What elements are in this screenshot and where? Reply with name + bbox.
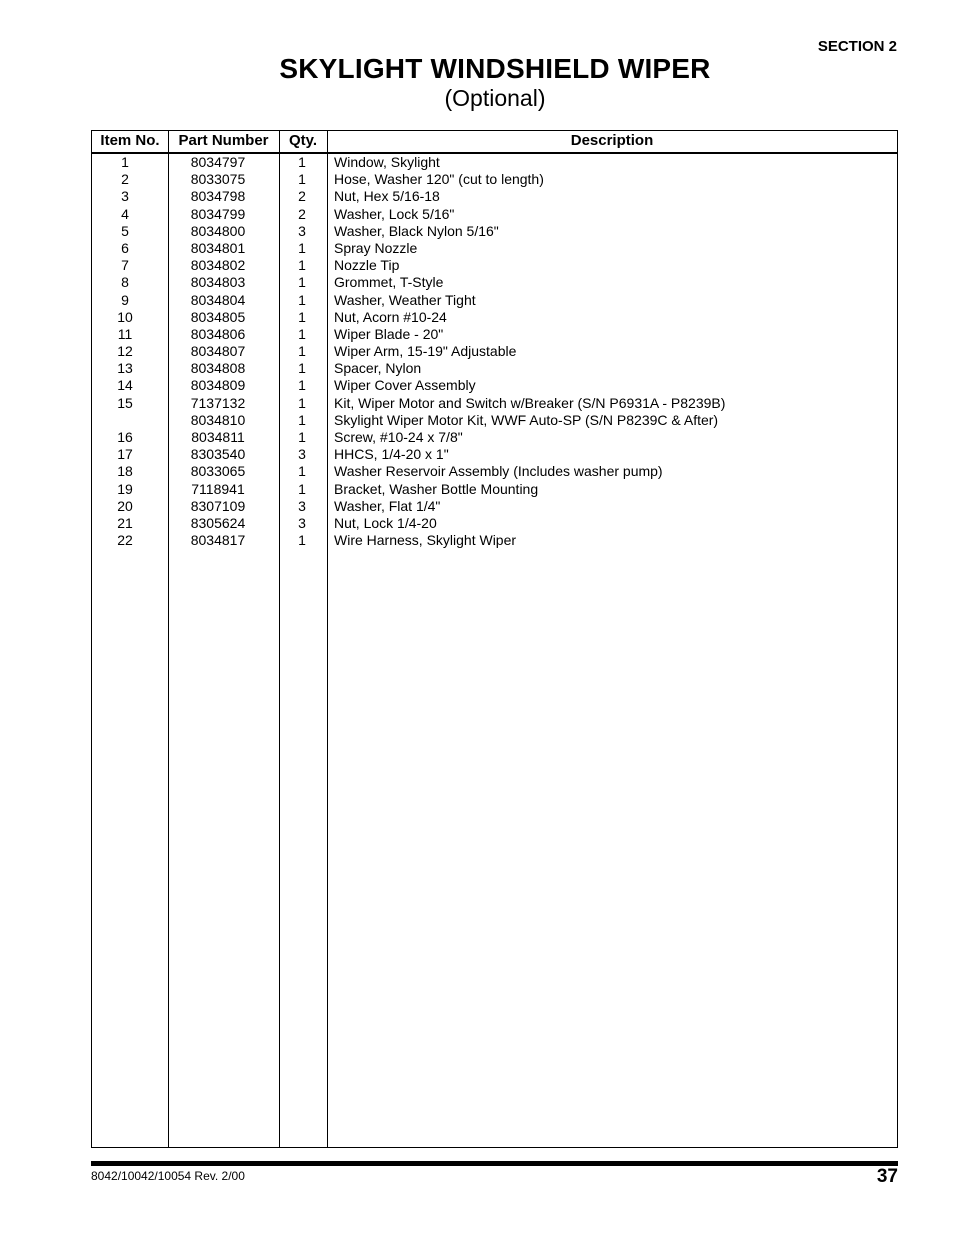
table-row xyxy=(92,412,897,429)
item-number-cell: 19 xyxy=(117,480,133,497)
header-item-no: Item No. xyxy=(100,132,160,149)
part-number-cell: 8034802 xyxy=(190,257,246,274)
item-number-cell: 2 xyxy=(121,171,129,188)
qty-cell: 1 xyxy=(298,343,306,360)
description-cell: Bracket, Washer Bottle Mounting xyxy=(334,480,539,497)
table-row xyxy=(92,498,897,515)
table-header xyxy=(92,131,897,154)
page-title: SKYLIGHT WINDSHIELD WIPER xyxy=(279,53,711,84)
qty-cell: 1 xyxy=(298,154,306,170)
qty-cell: 1 xyxy=(298,239,306,256)
description-cell: Washer, Black Nylon 5/16" xyxy=(334,222,499,239)
item-number-cell: 21 xyxy=(117,514,133,531)
description-cell: Skylight Wiper Motor Kit, WWF Auto-SP (S/N P8239C & After) xyxy=(334,411,719,428)
page-subtitle: (Optional) xyxy=(444,85,546,111)
item-number-cell: 20 xyxy=(117,497,133,514)
qty-cell: 1 xyxy=(298,360,306,377)
item-number-cell: 1 xyxy=(121,154,129,170)
part-number-cell: 8033075 xyxy=(190,171,246,188)
page-number: 37 xyxy=(876,1166,898,1187)
description-cell: Window, Skylight xyxy=(334,154,440,170)
part-number-cell: 8034798 xyxy=(190,188,246,205)
item-number-cell: 10 xyxy=(117,308,133,325)
item-number-cell: 22 xyxy=(117,532,133,549)
qty-cell: 3 xyxy=(298,222,306,239)
description-cell: Screw, #10-24 x 7/8" xyxy=(334,429,463,445)
part-number-cell: 8034807 xyxy=(190,343,246,360)
description-cell: Wiper Cover Assembly xyxy=(334,377,476,394)
description-cell: Wire Harness, Skylight Wiper xyxy=(334,532,517,549)
part-number-cell: 7118941 xyxy=(191,480,245,497)
item-number-cell: 5 xyxy=(121,222,129,239)
table-row xyxy=(92,154,897,171)
description-cell: Kit, Wiper Motor and Switch w/Breaker (S/N P6931A - P8239B) xyxy=(334,394,726,411)
table-row xyxy=(92,532,897,549)
qty-cell: 1 xyxy=(298,394,306,411)
header-description: Description xyxy=(570,132,654,149)
part-number-cell: 8305624 xyxy=(190,514,246,531)
qty-cell: 1 xyxy=(298,463,306,480)
part-number-cell: 8034803 xyxy=(190,274,246,291)
item-number-cell: 12 xyxy=(117,343,133,360)
item-number-cell: 17 xyxy=(117,446,133,463)
qty-cell: 3 xyxy=(298,497,306,514)
item-number-cell: 4 xyxy=(121,205,129,222)
table-row xyxy=(92,257,897,274)
section-label: SECTION 2 xyxy=(817,38,897,55)
part-number-cell: 8034806 xyxy=(190,325,246,342)
table-row xyxy=(92,360,897,377)
table-row xyxy=(92,326,897,343)
item-number-cell: 9 xyxy=(121,291,129,308)
item-number-cell: 14 xyxy=(117,377,133,394)
part-number-cell: 8034801 xyxy=(190,239,246,256)
part-number-cell: 8034809 xyxy=(190,377,246,394)
qty-cell: 3 xyxy=(298,514,306,531)
description-cell: Nut, Lock 1/4-20 xyxy=(334,514,437,531)
table-row xyxy=(92,309,897,326)
description-cell: Spacer, Nylon xyxy=(334,360,422,377)
description-cell: Nozzle Tip xyxy=(334,257,400,274)
part-number-cell: 7137132 xyxy=(190,394,246,411)
description-cell: Wiper Arm, 15-19" Adjustable xyxy=(334,343,517,360)
part-number-cell: 8034811 xyxy=(191,429,245,445)
item-number-cell: 13 xyxy=(117,360,133,377)
description-cell: Spray Nozzle xyxy=(334,239,418,256)
description-cell: HHCS, 1/4-20 x 1" xyxy=(334,446,449,463)
document-number: 8042/10042/10054 Rev. 2/00 xyxy=(91,1169,245,1183)
table-row xyxy=(92,395,897,412)
qty-cell: 1 xyxy=(298,429,306,445)
table-body xyxy=(92,154,897,549)
qty-cell: 1 xyxy=(298,411,306,428)
description-cell: Washer, Lock 5/16" xyxy=(334,205,455,222)
item-number-cell: 16 xyxy=(117,429,133,445)
footer-rule xyxy=(91,1161,898,1166)
qty-cell: 2 xyxy=(298,188,306,205)
part-number-cell: 8034817 xyxy=(190,532,246,549)
qty-cell: 2 xyxy=(298,205,306,222)
qty-cell: 3 xyxy=(298,446,306,463)
item-number-cell: 11 xyxy=(117,325,133,342)
description-cell: Nut, Acorn #10-24 xyxy=(334,308,447,325)
description-cell: Wiper Blade - 20" xyxy=(334,325,444,342)
part-number-cell: 8034799 xyxy=(190,205,246,222)
qty-cell: 1 xyxy=(298,325,306,342)
table-row xyxy=(92,223,897,240)
description-cell: Hose, Washer 120" (cut to length) xyxy=(334,171,544,188)
header-qty: Qty. xyxy=(288,132,318,149)
item-number-cell: 7 xyxy=(121,257,129,274)
item-number-cell: 8 xyxy=(121,274,129,291)
table-row xyxy=(92,377,897,394)
qty-cell: 1 xyxy=(298,308,306,325)
qty-cell: 1 xyxy=(298,291,306,308)
description-cell: Washer Reservoir Assembly (Includes washer pump) xyxy=(334,463,663,480)
qty-cell: 1 xyxy=(298,377,306,394)
item-number-cell: 15 xyxy=(117,394,133,411)
header-part-number: Part Number xyxy=(178,132,269,149)
part-number-cell: 8034804 xyxy=(190,291,246,308)
table-row xyxy=(92,274,897,291)
item-number-cell: 18 xyxy=(117,463,133,480)
part-number-cell: 8034805 xyxy=(190,308,246,325)
table-row xyxy=(92,240,897,257)
part-number-cell: 8034808 xyxy=(190,360,246,377)
part-number-cell: 8303540 xyxy=(190,446,246,463)
qty-cell: 1 xyxy=(298,171,306,188)
table-row xyxy=(92,463,897,480)
table-row xyxy=(92,188,897,205)
qty-cell: 1 xyxy=(298,257,306,274)
description-cell: Washer, Weather Tight xyxy=(334,291,476,308)
item-number-cell: 6 xyxy=(121,239,129,256)
table-row xyxy=(92,292,897,309)
part-number-cell: 8033065 xyxy=(190,463,246,480)
description-cell: Washer, Flat 1/4" xyxy=(334,497,441,514)
part-number-cell: 8307109 xyxy=(190,497,246,514)
table-row xyxy=(92,206,897,223)
qty-cell: 1 xyxy=(298,532,306,549)
qty-cell: 1 xyxy=(298,480,306,497)
description-cell: Grommet, T-Style xyxy=(334,274,444,291)
table-row xyxy=(92,343,897,360)
part-number-cell: 8034797 xyxy=(190,154,246,170)
part-number-cell: 8034800 xyxy=(190,222,246,239)
item-number-cell: 3 xyxy=(121,188,129,205)
table-row xyxy=(92,515,897,532)
table-row xyxy=(92,171,897,188)
table-row xyxy=(92,446,897,463)
qty-cell: 1 xyxy=(298,274,306,291)
description-cell: Nut, Hex 5/16-18 xyxy=(334,188,440,205)
table-row xyxy=(92,481,897,498)
part-number-cell: 8034810 xyxy=(190,411,246,428)
table-row xyxy=(92,429,897,446)
parts-table xyxy=(91,130,898,1148)
